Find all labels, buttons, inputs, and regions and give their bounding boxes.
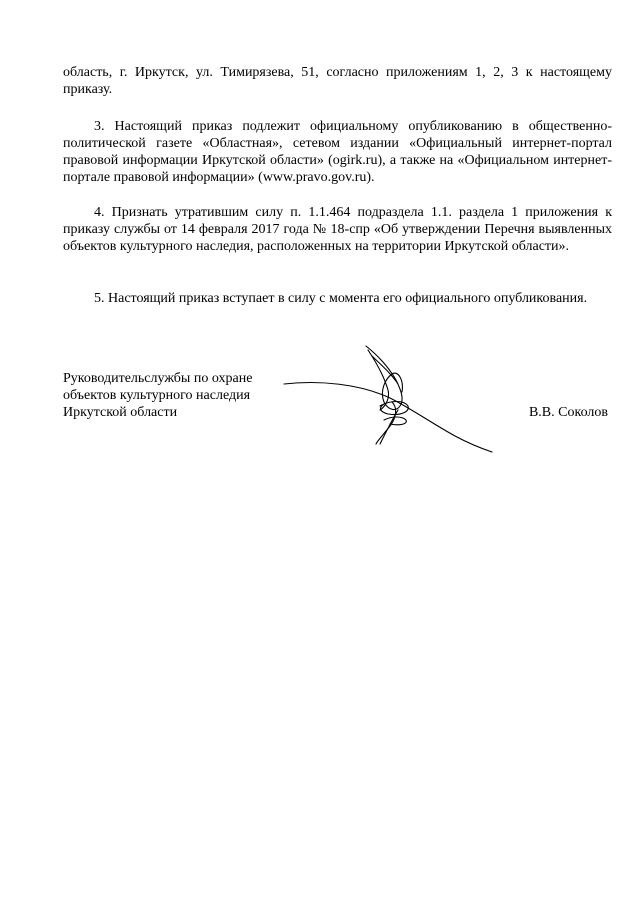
- signatory-name: В.В. Соколов: [528, 405, 608, 420]
- paragraph-item-5: 5. Настоящий приказ вступает в силу с момента его официального опубликования.: [94, 291, 588, 306]
- signatory-position-line-1: Руководительслужбы по охране: [63, 371, 253, 386]
- paragraph-item-4: 4. Признать утратившим силу п. 1.1.464 подраздела 1.1. раздела 1 приложения к приказу службы от 14 февраля 2017 года № 18-спр «Об утверждении Перечня выявленных объектов культурного наследия, расположенных на территории Иркутской области».: [63, 205, 612, 254]
- signatory-position-line-2: объектов культурного наследия: [63, 388, 251, 403]
- signatory-position-line-3: Иркутской области: [63, 405, 178, 420]
- handwritten-signature: [280, 340, 500, 460]
- paragraph-continuation: область, г. Иркутск, ул. Тимирязева, 51, согласно приложениям 1, 2, 3 к настоящему приказу.: [63, 65, 612, 97]
- paragraph-item-3: 3. Настоящий приказ подлежит официальному опубликованию в общественно-политической газете «Областная», сетевом издании «Официальный интернет-портал правовой информации Иркутской области» (ogirk.ru), а также на «Официальном интернет-портале правовой информации» (www.pravo.gov.ru).: [63, 119, 612, 185]
